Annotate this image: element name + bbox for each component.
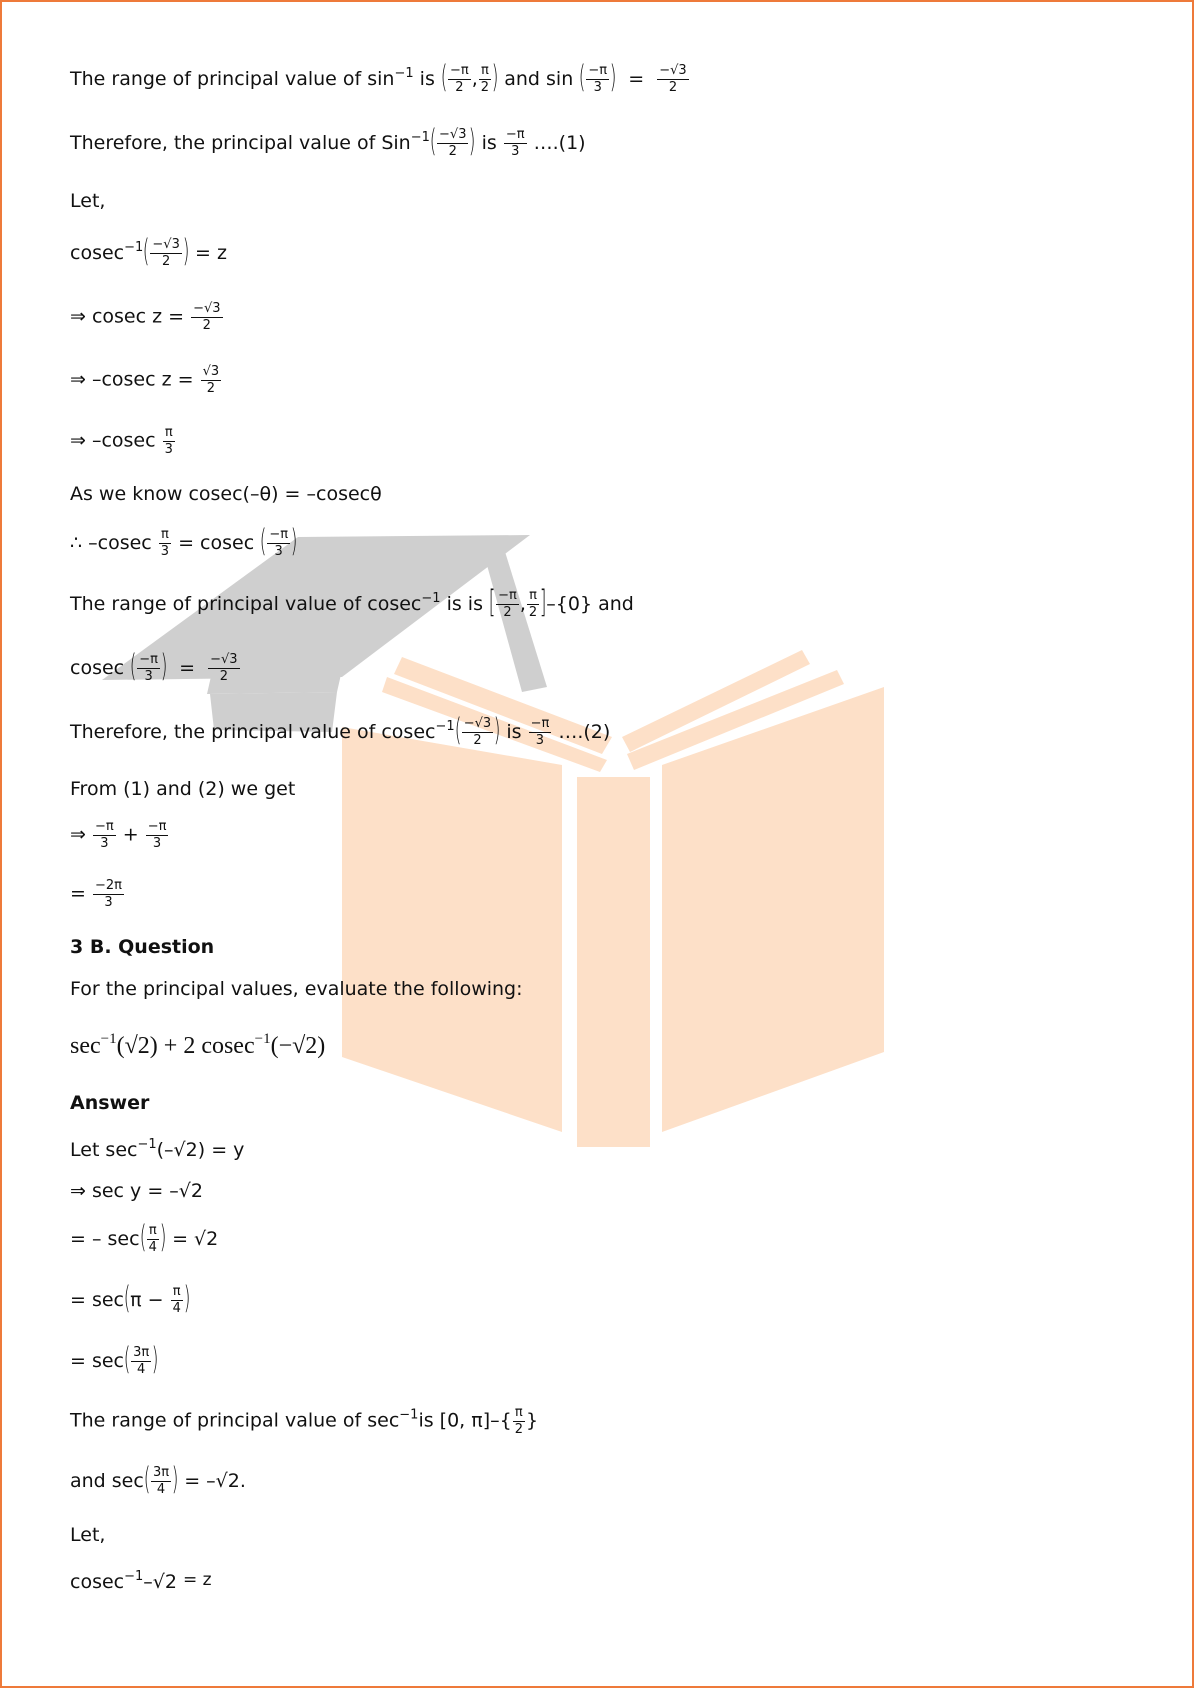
line-12: Therefore, the principal value of cosec$^{-1}$( $\frac{-√3}{2}$ ) is $\frac{-\pi}{3}$ ….(2) bbox=[70, 712, 611, 748]
line-26: and sec( $\frac{3\pi}{4}$ ) = –√2. bbox=[70, 1461, 246, 1497]
line-9: ∴ –cosec $\frac{\pi}{3}$ = cosec ( $\frac{-\pi}{3}$ ) bbox=[70, 523, 298, 559]
fraction: $\frac{-√3}{2}$ bbox=[439, 127, 467, 159]
superscript: −1 bbox=[394, 66, 414, 81]
line-6: ⇒ –cosec z = $\frac{√3}{2}$ bbox=[70, 364, 220, 396]
line-25: The range of principal value of $\sec^{-1}is$ [0, π]–{ $\frac{\pi}{2}$ } bbox=[70, 1405, 539, 1437]
line-24: = sec( $\frac{3\pi}{4}$ ) bbox=[70, 1341, 159, 1377]
line-5: ⇒ cosec z = $\frac{-√3}{2}$ bbox=[70, 301, 221, 333]
fraction: $\frac{-\pi}{3}$ bbox=[530, 716, 550, 748]
question-heading: 3 B. Question bbox=[70, 936, 215, 958]
text-run: and sin bbox=[498, 68, 580, 90]
fraction: $\frac{\pi}{2}$ bbox=[514, 1405, 523, 1437]
fraction: $\frac{-\pi}{2}$ bbox=[450, 63, 469, 95]
line-7: ⇒ –cosec $\frac{\pi}{3}$ bbox=[70, 425, 173, 457]
line-8: As we know cosec(–θ) = –cosecθ bbox=[70, 483, 382, 505]
line-22: = – sec( $\frac{\pi}{4}$ ) = √2 bbox=[70, 1219, 219, 1255]
question-expression: $\sec^{-1}(√2) + 2$ cosec$^{-1}$(−√2) bbox=[70, 1031, 326, 1059]
fraction: $\frac{\pi}{4}$ bbox=[172, 1284, 181, 1316]
fraction: $\frac{-\pi}{3}$ bbox=[139, 652, 158, 684]
line-3: Let, bbox=[70, 190, 106, 212]
text-run: is bbox=[413, 68, 441, 90]
fraction: $\frac{\pi}{3}$ bbox=[164, 425, 173, 457]
fraction: $\frac{-√3}{2}$ bbox=[659, 63, 687, 95]
line-1: The range of principal value of $\sin^{-1}$ is ( $\frac{-\pi}{2}$ , $\frac{\pi}{2}$ ) and sin ( $\frac{-\pi}{3}$ ) = $\frac{-√3}{2}$ bbox=[70, 59, 687, 95]
fraction: $\frac{-\pi}{3}$ bbox=[505, 127, 525, 159]
fraction: $\frac{\pi}{2}$ bbox=[480, 63, 490, 95]
fraction: $\frac{-\pi}{2}$ bbox=[498, 588, 517, 620]
line-15: = $\frac{-2\pi}{3}$ bbox=[70, 878, 122, 910]
line-28: cosec$^{-1}$–√2 = z bbox=[70, 1569, 212, 1593]
fraction: $\frac{-√3}{2}$ bbox=[210, 652, 238, 684]
fraction: $\frac{-√3}{2}$ bbox=[152, 237, 180, 269]
line-2: Therefore, the principal value of Sin$^{-1}$( $\frac{-√3}{2}$ ) is $\frac{-\pi}{3}$ ….(1) bbox=[70, 123, 586, 159]
fraction: $\frac{3\pi}{4}$ bbox=[133, 1345, 150, 1377]
fraction: $\frac{-\pi}{3}$ bbox=[269, 527, 289, 559]
line-27: Let, bbox=[70, 1524, 106, 1546]
answer-heading: Answer bbox=[70, 1092, 150, 1114]
line-4: cosec$^{-1}$( $\frac{-√3}{2}$ ) = z bbox=[70, 233, 227, 269]
line-11: cosec ( $\frac{-\pi}{3}$ ) = $\frac{-√3}{2}$ bbox=[70, 648, 238, 684]
line-21: ⇒ sec y = –√2 bbox=[70, 1180, 203, 1202]
fraction: $\frac{√3}{2}$ bbox=[202, 364, 220, 396]
fraction: $\frac{\pi}{2}$ bbox=[528, 588, 538, 620]
fraction: $\frac{-√3}{2}$ bbox=[463, 716, 492, 748]
line-10: The range of principal value of cosec$^{-1}$ is is [ $\frac{-\pi}{2}$ , $\frac{\pi}{2}$ ]–{0} and bbox=[70, 584, 634, 620]
fraction: $\frac{-√3}{2}$ bbox=[193, 301, 221, 333]
line-14: ⇒ $\frac{-\pi}{3}$ + $\frac{-\pi}{3}$ bbox=[70, 819, 167, 851]
fraction: $\frac{-\pi}{3}$ bbox=[94, 819, 114, 851]
line-20: Let $\sec^{-1}(-√2) = y$ bbox=[70, 1137, 245, 1161]
fraction: $\frac{-\pi}{3}$ bbox=[588, 63, 608, 95]
line-13: From (1) and (2) we get bbox=[70, 778, 296, 800]
fraction: $\frac{3\pi}{4}$ bbox=[152, 1465, 170, 1497]
line-23: = sec(π − $\frac{\pi}{4}$ ) bbox=[70, 1280, 191, 1316]
fraction: $\frac{-\pi}{3}$ bbox=[147, 819, 167, 851]
fraction: $\frac{\pi}{3}$ bbox=[160, 527, 170, 559]
question-text: For the principal values, evaluate the following: bbox=[70, 978, 523, 1000]
text-run: The range of principal value of sin bbox=[70, 68, 395, 90]
fraction: $\frac{\pi}{4}$ bbox=[148, 1223, 157, 1255]
fraction: $\frac{-2\pi}{3}$ bbox=[94, 878, 122, 910]
